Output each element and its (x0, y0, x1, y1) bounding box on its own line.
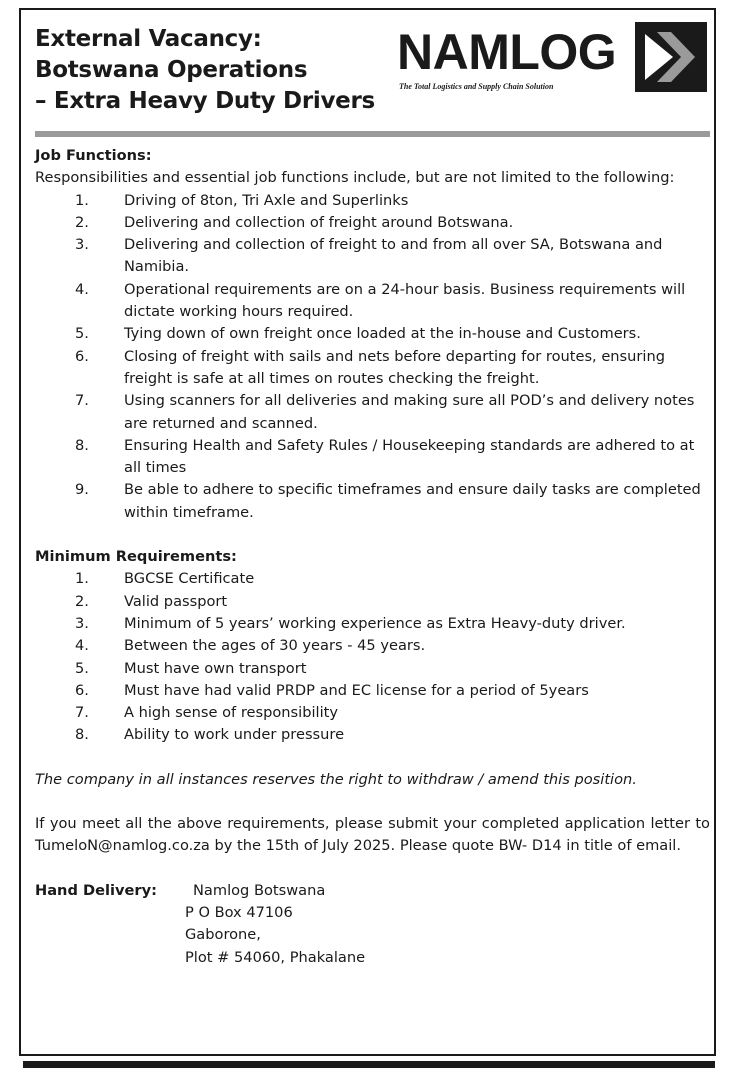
list-item: 8. Ability to work under pressure (75, 726, 345, 744)
list-item: 6. Must have had valid PRDP and EC license for a period of 5years (75, 681, 589, 699)
list-item: 3. Minimum of 5 years’ working experience as Extra Heavy-duty driver. (75, 614, 626, 632)
list-item: 2. Valid passport (75, 592, 228, 610)
list-item: 9. Be able to adhere to specific timeframes and ensure daily tasks are completed within timeframe. (75, 481, 701, 521)
address-line: Namlog Botswana (193, 881, 326, 899)
list-item: 8. Ensuring Health and Safety Rules / Housekeeping standards are adhered to at all times (75, 436, 695, 477)
address-line: P O Box 47106 (185, 903, 293, 921)
logo-tagline: The Total Logistics and Supply Chain Solution (399, 82, 554, 91)
logo-wordmark: NAMLOG (397, 24, 617, 80)
list-item: 5. Tying down of own freight once loaded at the in-house and Customers. (75, 325, 641, 343)
list-item: 5. Must have own transport (75, 659, 307, 677)
list-item: 1. BGCSE Certificate (75, 570, 255, 588)
address-line: Plot # 54060, Phakalane (185, 948, 366, 966)
requirements-list (35, 568, 710, 746)
hand-delivery-label: Hand Delivery: (35, 881, 157, 899)
list-item: 1. Driving of 8ton, Tri Axle and Superlinks (75, 191, 409, 209)
vacancy-body (35, 145, 710, 969)
list-item: 4. Between the ages of 30 years - 45 years. (75, 637, 426, 655)
application-instructions: If you meet all the above requirements, please submit your completed application letter to TumeloN@namlog.co.za by the 15th of July 2025. Please quote BW- D14 in title of email. (35, 815, 710, 855)
withdraw-note: The company in all instances reserves the right to withdraw / amend this position. (35, 770, 637, 788)
list-item: 6. Closing of freight with sails and nets before departing for routes, ensuring freight is safe at all times on routes checking the freight. (75, 347, 665, 387)
list-item: 2. Delivering and collection of freight around Botswana. (75, 213, 514, 231)
title-line: Botswana Operations (35, 57, 308, 83)
list-item: 4. Operational requirements are on a 24-hour basis. Business requirements will dictate working hours required. (75, 280, 686, 321)
minimum-requirements-heading: Minimum Requirements: (35, 548, 237, 566)
list-item: 3. Delivering and collection of freight to and from all over SA, Botswana and Namibia. (75, 236, 663, 276)
hand-delivery (35, 880, 710, 969)
header-divider (35, 131, 710, 137)
job-functions-intro: Responsibilities and essential job functions include, but are not limited to the following: (35, 169, 675, 187)
delivery-address (185, 880, 365, 969)
vacancy-title (35, 24, 375, 117)
title-line: – Extra Heavy Duty Drivers (35, 88, 375, 114)
namlog-logo (397, 20, 709, 102)
chevron-logo-icon (635, 22, 707, 92)
job-functions-list (35, 190, 710, 524)
list-item: 7. Using scanners for all deliveries and making sure all POD’s and delivery notes are returned and scanned. (75, 392, 695, 432)
address-line: Gaborone, (185, 926, 261, 944)
job-functions-heading: Job Functions: (35, 147, 152, 164)
bottom-rule (23, 1061, 715, 1068)
list-item: 7. A high sense of responsibility (75, 704, 338, 722)
title-line: External Vacancy: (35, 26, 262, 52)
